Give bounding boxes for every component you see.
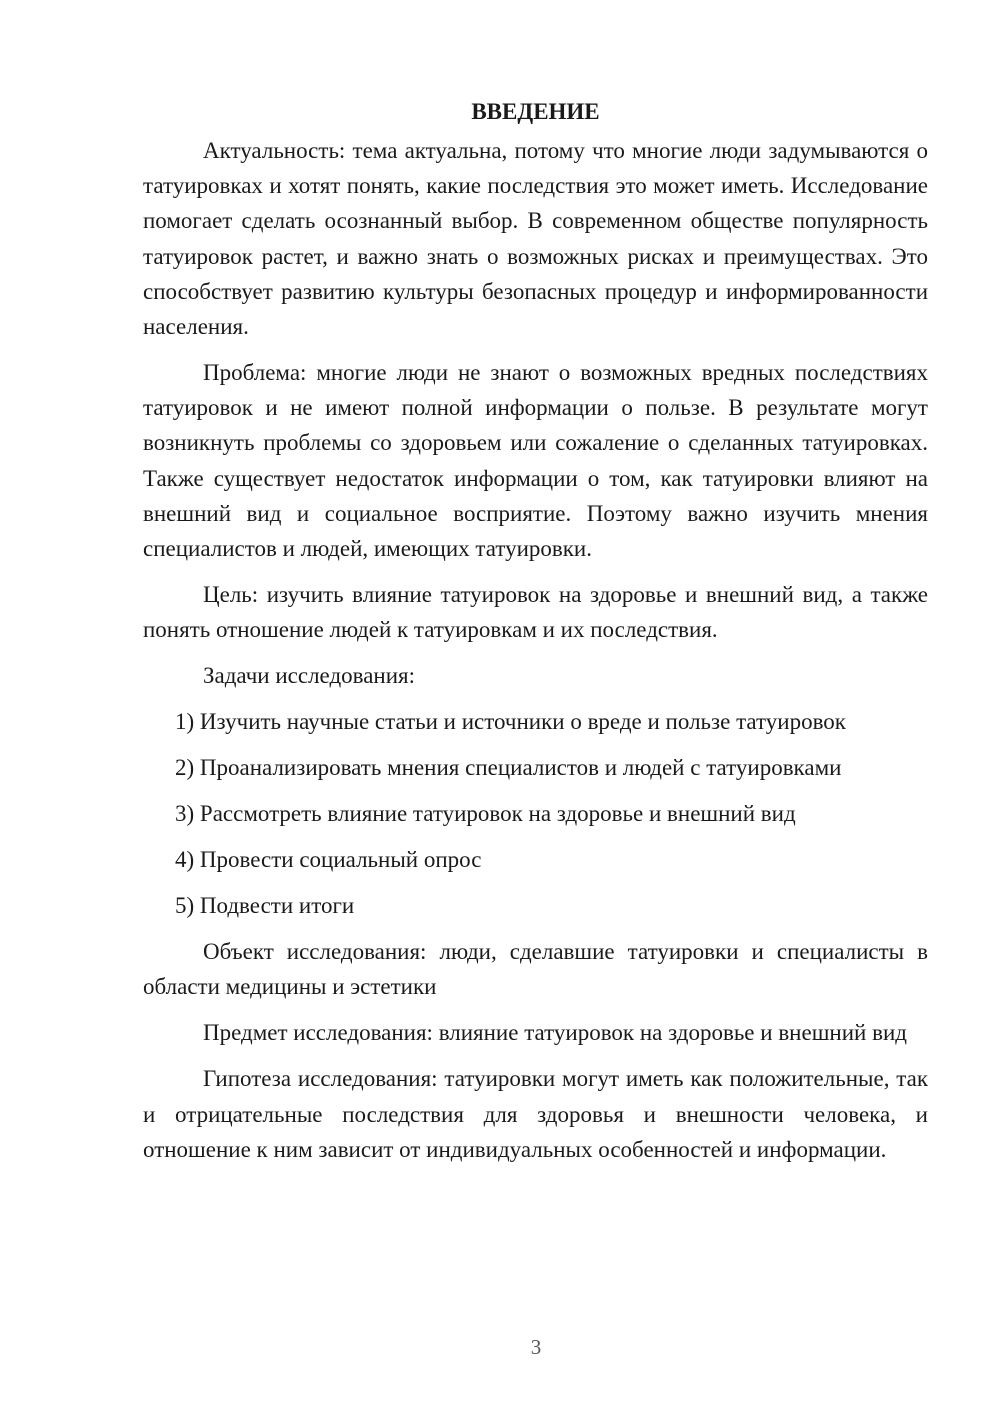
- page-content: [143, 94, 928, 1178]
- paragraph-hypothesis: Гипотеза исследования: татуировки могут иметь как положительные, так и отрицательные последствия для здоровья и внешности человека, и отношение к ним зависит от индивидуальных особенностей и информации.: [143, 1066, 928, 1162]
- list-item: 2) Проанализировать мнения специалистов и людей с татуировками: [175, 755, 842, 781]
- paragraph-tasks-title: Задачи исследования:: [203, 663, 416, 689]
- list-item: 5) Подвести итоги: [175, 893, 355, 919]
- paragraph-subject: Предмет исследования: влияние татуировок на здоровье и внешний вид: [203, 1020, 907, 1046]
- paragraph-goal: Цель: изучить влияние татуировок на здоровье и внешний вид, а также понять отношение людей к татуировкам и их последствия.: [143, 582, 928, 643]
- page-heading: ВВЕДЕНИЕ: [471, 99, 600, 124]
- tasks-list: [143, 704, 928, 923]
- list-item: 1) Изучить научные статьи и источники о вреде и пользе татуировок: [175, 709, 846, 735]
- list-item: 3) Рассмотреть влияние татуировок на здоровье и внешний вид: [175, 801, 796, 827]
- paragraph-object: Объект исследования: люди, сделавшие татуировки и специалисты в области медицины и эстетики: [143, 939, 928, 1000]
- list-item: 4) Провести социальный опрос: [175, 847, 482, 873]
- paragraph-problem: Проблема: многие люди не знают о возможных вредных последствиях татуировок и не имеют полной информации о пользе. В результате могут возникнуть проблемы со здоровьем или сожаление о сделанных татуировках. Также существует недостаток информации о том, как татуировки влияют на внешний вид и социальное восприятие. Поэтому важно изучить мнения специалистов и людей, имеющих татуировки.: [143, 360, 928, 562]
- page-number: 3: [530, 1335, 542, 1359]
- paragraph-relevance: Актуальность: тема актуальна, потому что многие люди задумываются о татуировках и хотят понять, какие последствия это может иметь. Исследование помогает сделать осознанный выбор. В современном обществе популярность татуировок растет, и важно знать о возможных рисках и преимуществах. Это способствует развитию культуры безопасных процедур и информированности населения.: [143, 138, 928, 340]
